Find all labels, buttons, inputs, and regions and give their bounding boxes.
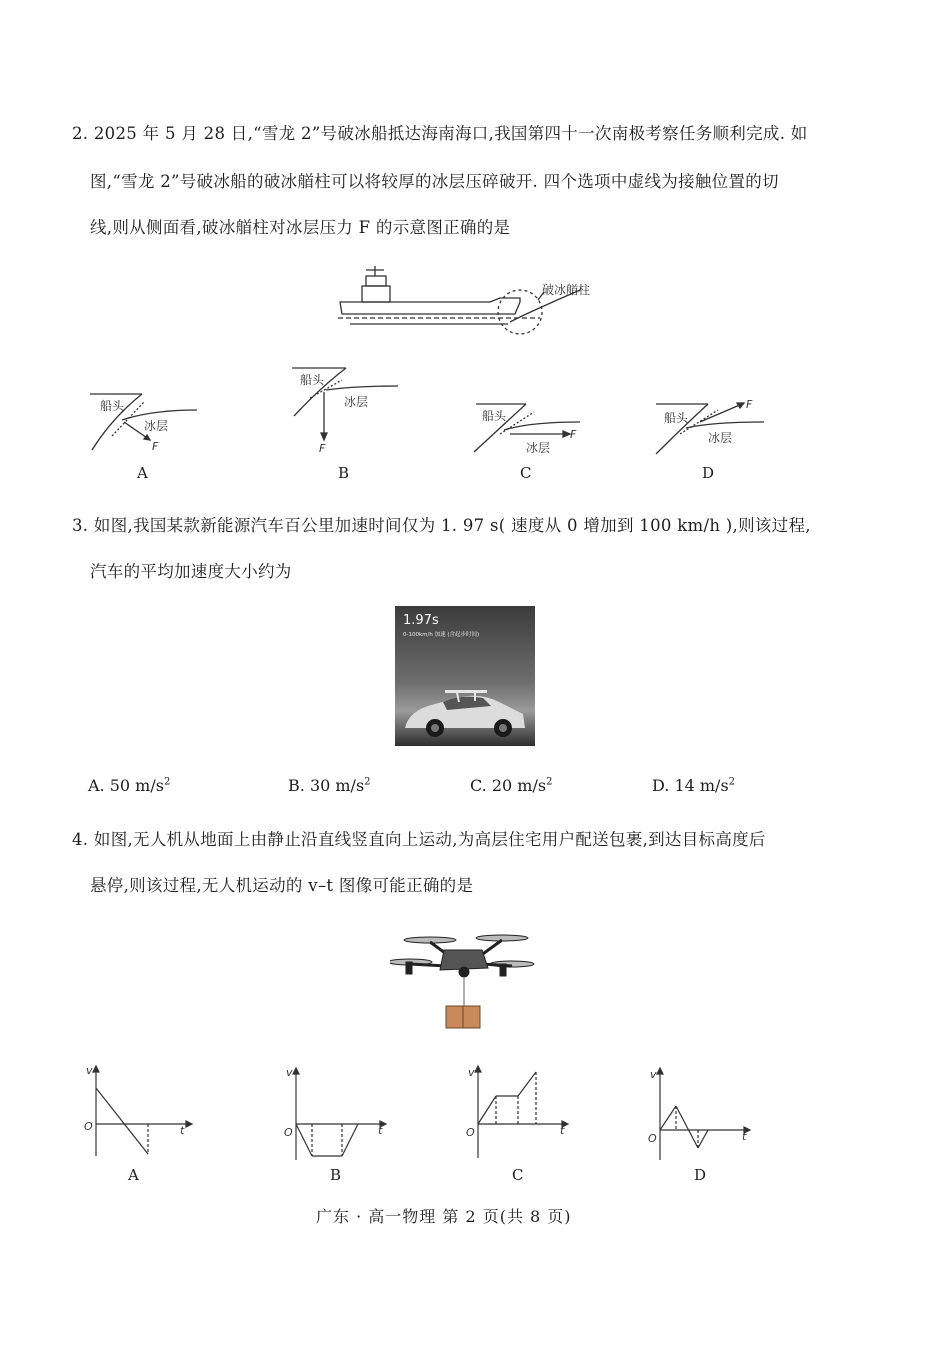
origin-b: O [284, 1126, 293, 1139]
q3-option-a-exp: 2 [163, 776, 171, 788]
q3-option-d-exp: 2 [728, 776, 736, 788]
q3-option-c-letter: C. [470, 776, 487, 795]
axis-t-d: t [742, 1130, 747, 1143]
axis-t-b: t [378, 1124, 383, 1137]
axis-v-b: v [286, 1066, 293, 1079]
q4-graph-c [464, 1062, 579, 1162]
q3-option-a-letter: A. [88, 776, 105, 795]
q3-option-a-value: 50 m/s [109, 776, 164, 795]
q2-choice-b[interactable]: B [338, 464, 350, 482]
axis-t-a: t [180, 1124, 185, 1137]
ice-label-b: 冰层 [344, 395, 369, 409]
force-label-c: F [570, 428, 577, 441]
ice-label-d: 冰层 [708, 431, 733, 445]
drone-image [390, 924, 540, 1034]
force-label-b: F [319, 442, 326, 455]
q4-line-2: 悬停,则该过程,无人机运动的 v–t 图像可能正确的是 [90, 876, 474, 895]
force-label-a: F [152, 440, 159, 453]
q4-line-1: 4. 如图,无人机从地面上由静止沿直线竖直向上运动,为高层住宅用户配送包裹,到达目标高度后 [72, 830, 766, 849]
q3-option-c-value: 20 m/s [491, 776, 547, 795]
q3-line-2: 汽车的平均加速度大小约为 [90, 562, 292, 581]
bow-label-a: 船头 [100, 399, 125, 413]
force-label-d: F [746, 398, 753, 411]
q3-option-b-value: 30 m/s [309, 776, 365, 795]
q3-option-c-exp: 2 [546, 776, 553, 788]
q2-choice-a[interactable]: A [137, 464, 148, 482]
ice-label-c: 冰层 [526, 441, 551, 455]
photo-time-text: 1.97s [403, 613, 439, 628]
bow-post-label: 破冰艏柱 [542, 283, 591, 297]
q3-option-b-letter: B. [288, 776, 305, 795]
q3-option-d-letter: D. [652, 776, 670, 795]
q2-choice-c[interactable]: C [520, 464, 532, 482]
q4-choice-d[interactable]: D [694, 1166, 707, 1184]
origin-a: O [84, 1120, 93, 1133]
q2-diagram-d [652, 392, 777, 460]
q2-diagram-c [470, 400, 590, 460]
photo-caption-text: 0-100km/h 加速 (含起步时间) [403, 632, 480, 638]
axis-v-a: v [86, 1064, 93, 1077]
q3-line-1: 3. 如图,我国某款新能源汽车百公里加速时间仅为 1. 97 s( 速度从 0 增加到 100 km/h ),则该过程, [72, 516, 811, 535]
q4-graph-d [646, 1064, 761, 1164]
ice-label-a: 冰层 [144, 419, 169, 433]
icebreaker-ship-figure [330, 262, 610, 342]
q3-option-b-exp: 2 [364, 776, 371, 788]
q2-diagram-b [286, 364, 416, 456]
origin-c: O [466, 1126, 475, 1139]
bow-label-d: 船头 [664, 411, 689, 425]
bow-label-b: 船头 [300, 373, 325, 387]
car-photo [395, 606, 535, 746]
q3-option-a[interactable] [88, 776, 170, 795]
q2-line-2: 图,“雪龙 2”号破冰船的破冰艏柱可以将较厚的冰层压碎破开. 四个选项中虚线为接触位置的切 [90, 172, 779, 191]
q4-choice-a[interactable]: A [128, 1166, 139, 1184]
q2-line-1: 2. 2025 年 5 月 28 日,“雪龙 2”号破冰船抵达海南海口,我国第四十一次南极考察任务顺利完成. 如 [72, 124, 808, 143]
q2-line-3: 线,则从侧面看,破冰艏柱对冰层压力 F 的示意图正确的是 [90, 218, 511, 237]
q3-option-d-value: 14 m/s [674, 776, 729, 795]
axis-t-c: t [560, 1124, 565, 1137]
q2-diagram-a [82, 388, 212, 458]
q4-choice-c[interactable]: C [512, 1166, 524, 1184]
q2-choice-d[interactable]: D [702, 464, 715, 482]
axis-v-c: v [468, 1066, 475, 1079]
origin-d: O [648, 1132, 657, 1145]
q3-option-b[interactable] [288, 776, 371, 795]
q3-option-c[interactable] [470, 776, 552, 795]
q4-choice-b[interactable]: B [330, 1166, 342, 1184]
q4-graph-b [282, 1064, 397, 1164]
axis-v-d: v [650, 1068, 657, 1081]
q4-graph-a [80, 1060, 195, 1160]
q3-option-d[interactable] [652, 776, 735, 795]
bow-label-c: 船头 [482, 409, 507, 423]
page-footer: 广东 · 高一物理 第 2 页(共 8 页) [316, 1207, 572, 1226]
